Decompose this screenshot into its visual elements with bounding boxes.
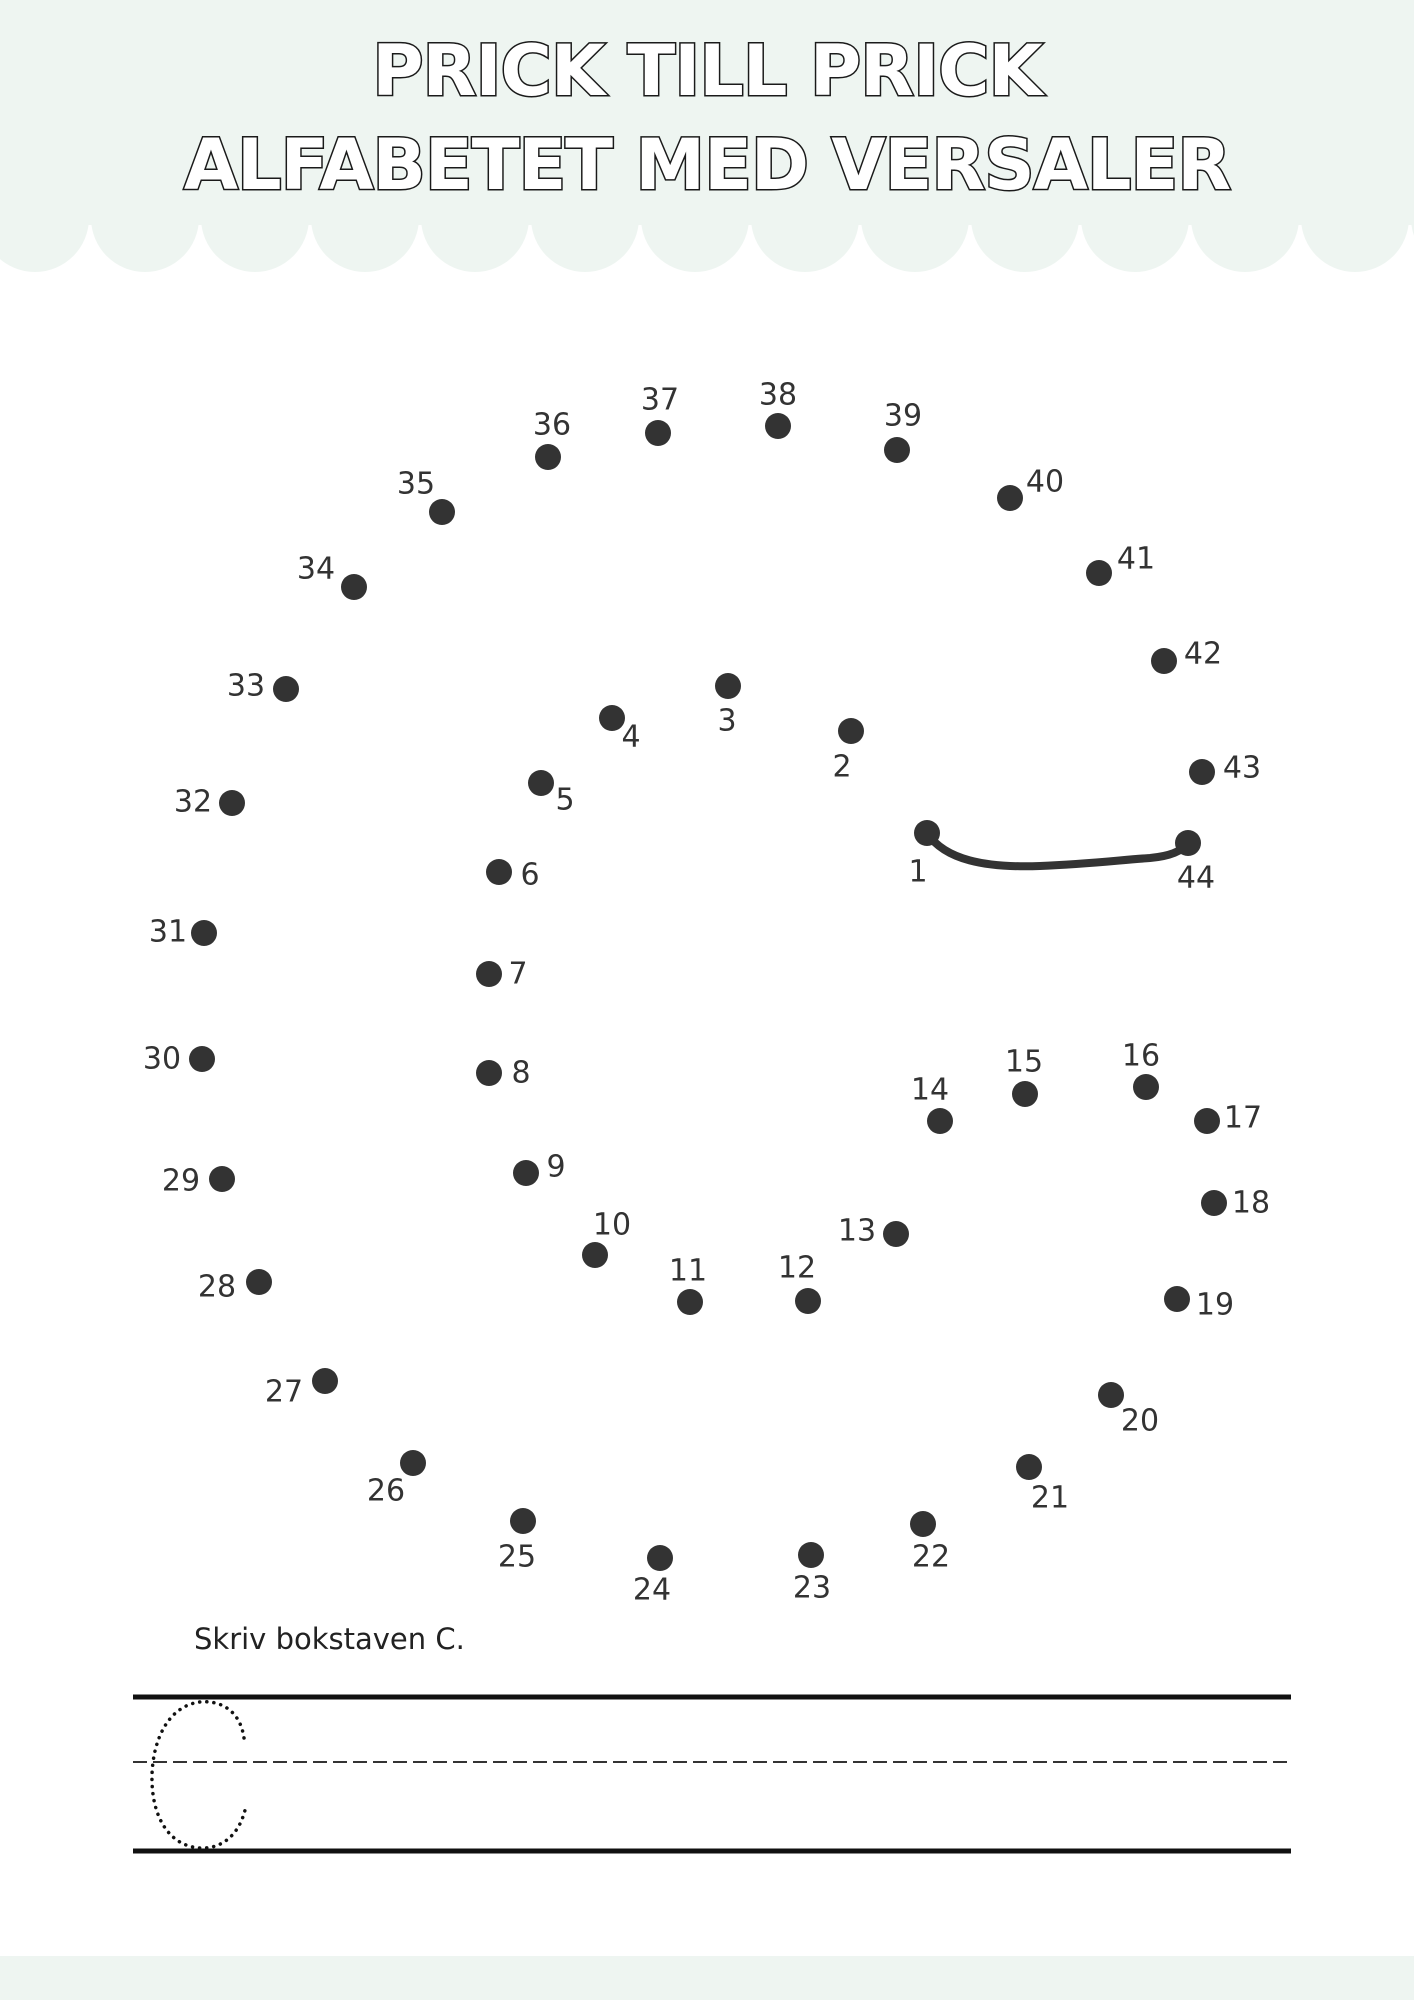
dot-label-6: 6 [520,857,540,893]
dot-label-10: 10 [592,1207,632,1243]
page-title-line-1: PRICK TILL PRICK [372,30,1042,112]
dot-label-27: 27 [264,1374,304,1410]
footer-band [0,1956,1414,2000]
dotted-tracing-letter-c [152,1702,246,1848]
dot-label-4: 4 [621,719,641,755]
dot-label-16: 16 [1121,1038,1161,1074]
dot-label-12: 12 [777,1250,817,1286]
dot-label-32: 32 [173,784,213,820]
dot-label-29: 29 [161,1163,201,1199]
dot-label-21: 21 [1030,1480,1070,1516]
dot-label-41: 41 [1116,541,1156,577]
dot-label-5: 5 [555,782,575,818]
dot-label-28: 28 [197,1269,237,1305]
dot-label-23: 23 [792,1570,832,1606]
dot-label-13: 13 [837,1213,877,1249]
dot-label-36: 36 [532,407,572,443]
dot-label-7: 7 [508,956,528,992]
dot-label-33: 33 [226,668,266,704]
dot-label-24: 24 [632,1572,672,1608]
dot-label-8: 8 [511,1055,531,1091]
dot-label-2: 2 [832,749,852,785]
dot-label-38: 38 [758,377,798,413]
page-title-line-2: ALFABETET MED VERSALER [183,124,1231,206]
dot-label-43: 43 [1222,750,1262,786]
dot-label-22: 22 [911,1539,951,1575]
dot-label-19: 19 [1195,1287,1235,1323]
dot-label-31: 31 [148,914,188,950]
dot-label-20: 20 [1120,1403,1160,1439]
dot-label-42: 42 [1183,636,1223,672]
instruction-text: Skriv bokstaven C. [194,1622,465,1656]
dot-label-11: 11 [668,1253,708,1289]
dot-label-34: 34 [296,551,336,587]
dot-label-3: 3 [717,703,737,739]
dot-label-17: 17 [1223,1100,1263,1136]
dot-label-1: 1 [908,854,928,890]
dot-label-15: 15 [1004,1044,1044,1080]
dot-label-37: 37 [640,382,680,418]
dot-label-18: 18 [1231,1185,1271,1221]
dot-label-9: 9 [546,1149,566,1185]
dot-label-14: 14 [910,1072,950,1108]
dot-label-25: 25 [497,1539,537,1575]
dot-label-35: 35 [396,466,436,502]
dot-label-39: 39 [883,398,923,434]
dot-label-26: 26 [366,1473,406,1509]
dot-label-30: 30 [142,1041,182,1077]
dot-label-40: 40 [1025,464,1065,500]
dot-label-44: 44 [1176,860,1216,896]
footer-band-fill [0,1956,1414,2000]
